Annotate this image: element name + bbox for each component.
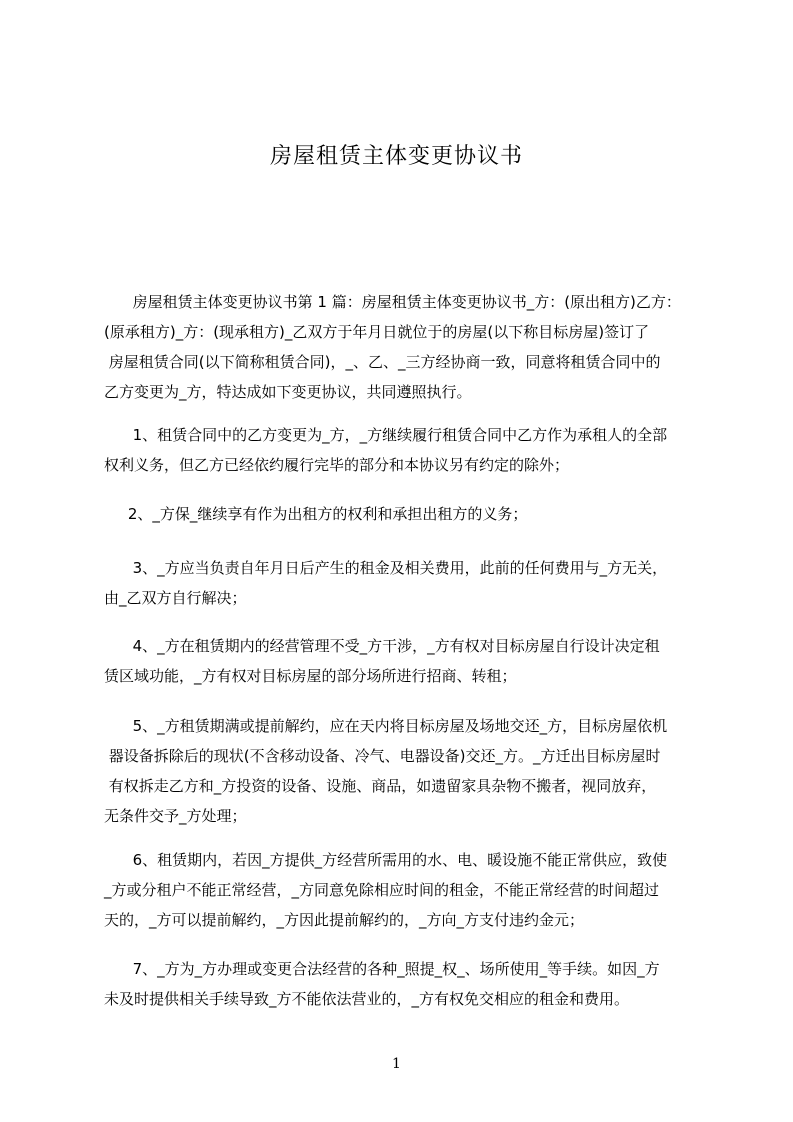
paragraph-line: 器设备拆除后的现状(不含移动设备、冷气、电器设备)交还_方。_方迁出目标房屋时: [104, 747, 661, 765]
paragraph-line: 4、_方在租赁期内的经营管理不受_方干涉，_方有权对目标房屋自行设计决定租: [104, 637, 660, 655]
paragraph-line: 2、_方保_继续享有作为出租方的权利和承担出租方的义务；: [104, 505, 528, 523]
paragraph-line: 5、_方租赁期满或提前解约，应在天内将目标房屋及场地交还_方，目标房屋依机: [104, 717, 668, 735]
paragraph-clause-5: [104, 711, 724, 831]
paragraph-line: 赁区域功能，_方有权对目标房屋的部分场所进行招商、转租；: [104, 667, 517, 685]
paragraph-clause-2: [104, 499, 724, 529]
paragraph-line: 权利义务，但乙方已经依约履行完毕的部分和本协议另有约定的除外；: [104, 456, 570, 474]
paragraph-line: 3、_方应当负责自年月日后产生的租金及相关费用，此前的任何费用与_方无关，: [104, 559, 668, 577]
paragraph-line: 7、_方为_方办理或变更合法经营的各种_照提_权_、场所使用_等手续。如因_方: [104, 960, 660, 978]
paragraph-line: 无条件交予_方处理；: [104, 807, 247, 825]
document-title: 房屋租赁主体变更协议书: [269, 144, 523, 169]
paragraph-clause-1: [104, 420, 724, 480]
paragraph-clause-7: [104, 954, 724, 1014]
page-number: 1: [392, 1056, 401, 1072]
paragraph-line: 未及时提供相关手续导致_方不能依法营业的，_方有权免交相应的租金和费用。: [104, 990, 630, 1008]
paragraph-line: (原承租方)_方：(现承租方)_乙双方于年月日就位于的房屋(以下称目标房屋)签订了: [104, 323, 650, 341]
paragraph-clause-6: [104, 845, 724, 935]
paragraph-line: 由_乙双方自行解决；: [104, 589, 247, 607]
paragraph-line: 有权拆走乙方和_方投资的设备、设施、商品，如遗留家具杂物不搬者，视同放弃，: [104, 777, 657, 795]
paragraph-preamble: [104, 287, 724, 407]
paragraph-line: 房屋租赁合同(以下简称租赁合同)，_、乙、_三方经协商一致，同意将租赁合同中的: [104, 353, 661, 371]
paragraph-line: 房屋租赁主体变更协议书第 1 篇：房屋租赁主体变更协议书_方：(原出租方)乙方：: [104, 293, 681, 311]
paragraph-line: 天的，_方可以提前解约，_方因此提前解约的，_方向_方支付违约金元；: [104, 911, 585, 929]
paragraph-clause-4: [104, 631, 724, 691]
paragraph-clause-3: [104, 553, 724, 613]
paragraph-line: 1、租赁合同中的乙方变更为_方，_方继续履行租赁合同中乙方作为承租人的全部: [104, 426, 668, 444]
paragraph-line: 6、租赁期内，若因_方提供_方经营所需用的水、电、暖设施不能正常供应，致使: [104, 851, 668, 869]
paragraph-line: 乙方变更为_方，特达成如下变更协议，共同遵照执行。: [104, 383, 472, 401]
paragraph-line: _方或分租户不能正常经营，_方同意免除相应时间的租金，不能正常经营的时间超过: [104, 881, 660, 899]
